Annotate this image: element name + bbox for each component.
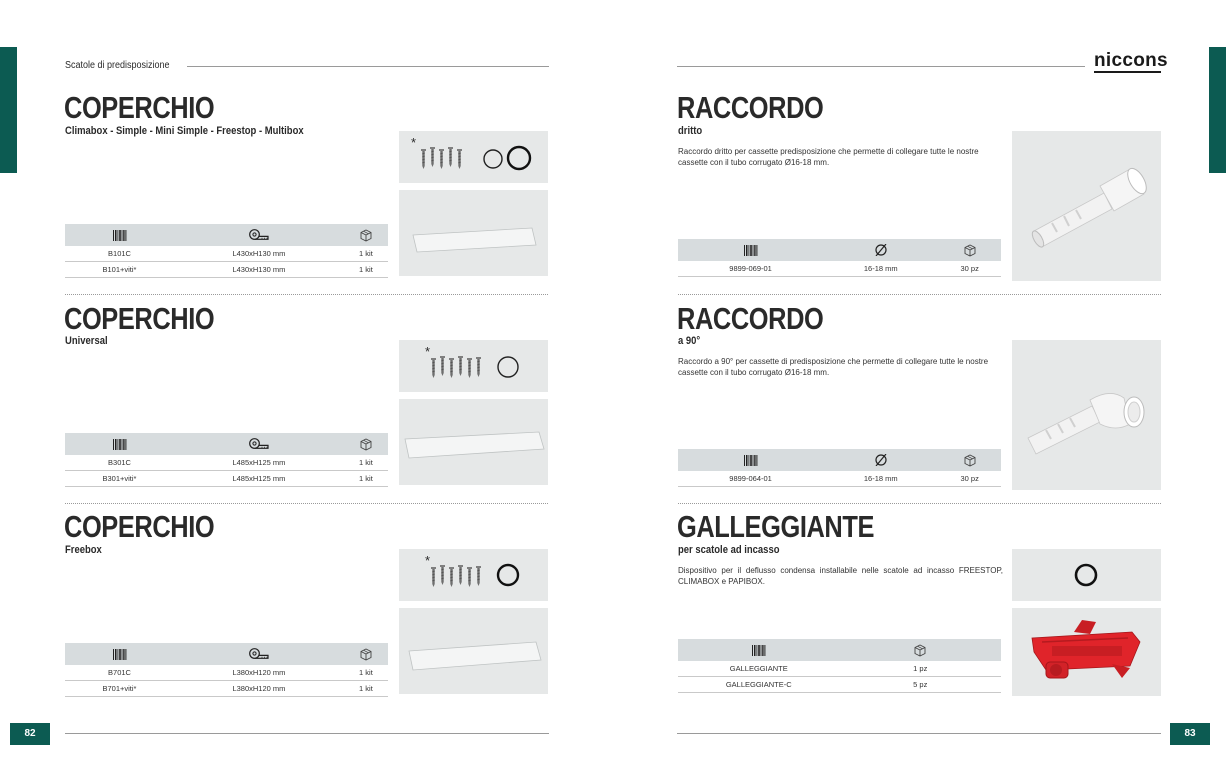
product-title: RACCORDO — [677, 301, 824, 336]
cover-plate-image — [399, 608, 548, 694]
barcode-icon — [113, 230, 127, 241]
screws-and-ring-icon — [429, 559, 539, 595]
cover-plate-icon — [399, 608, 548, 694]
logo-underline — [1094, 71, 1161, 73]
tape-measure-icon — [249, 648, 269, 660]
cell-code: B301C — [65, 455, 174, 471]
o-ring-image — [1012, 549, 1161, 601]
box-icon — [964, 244, 976, 257]
table-row — [678, 471, 1001, 487]
cell-pack: 5 pz — [840, 677, 1002, 693]
tape-measure-icon — [249, 229, 269, 241]
cell-pack: 1 kit — [344, 246, 388, 262]
cell-code: B701C — [65, 665, 174, 681]
product-subtitle: Universal — [65, 335, 108, 347]
product-title: COPERCHIO — [64, 301, 215, 336]
diameter-icon — [875, 454, 887, 466]
box-icon — [360, 438, 372, 451]
asterisk-note: * — [411, 135, 417, 150]
elbow-fitting-icon — [1012, 340, 1161, 490]
asterisk-note: * — [425, 553, 431, 568]
o-ring-icon — [1012, 549, 1161, 601]
barcode-icon — [113, 439, 127, 450]
cell-size: L430xH130 mm — [174, 262, 344, 278]
cover-plate-image — [399, 399, 548, 485]
spec-table — [678, 449, 1001, 487]
cell-size: L485xH125 mm — [174, 471, 344, 487]
divider — [678, 294, 1161, 295]
divider — [678, 503, 1161, 504]
float-device-image — [1012, 608, 1161, 696]
straight-fitting-image — [1012, 131, 1161, 281]
spec-table — [678, 639, 1001, 693]
product-description: Raccordo a 90° per cassette di predisposizione che permette di collegare tutte le nostre cassette con il tubo corrugato Ø16-18 mm. — [678, 357, 989, 377]
product-subtitle: per scatole ad incasso — [678, 544, 780, 556]
box-icon — [360, 648, 372, 661]
cell-pack: 30 pz — [938, 471, 1001, 487]
table-row — [678, 677, 1001, 693]
cell-pack: 1 kit — [344, 455, 388, 471]
screws-image — [399, 340, 548, 392]
divider — [65, 294, 548, 295]
barcode-icon — [113, 649, 127, 660]
table-row — [65, 246, 388, 262]
spec-table — [65, 643, 388, 697]
diameter-icon — [875, 244, 887, 256]
cell-size: L485xH125 mm — [174, 455, 344, 471]
cell-code: 9899-064-01 — [678, 471, 823, 487]
divider — [65, 503, 548, 504]
table-row — [65, 262, 388, 278]
elbow-fitting-image — [1012, 340, 1161, 490]
product-description: Raccordo dritto per cassette predisposizione che permette di collegare tutte le nostre cassette con il tubo corrugato Ø16-18 mm. — [678, 147, 979, 167]
product-subtitle: Freebox — [65, 544, 102, 556]
table-row — [678, 661, 1001, 677]
product-title: GALLEGGIANTE — [677, 509, 875, 544]
cell-code: B101C — [65, 246, 174, 262]
screws-image — [399, 131, 548, 183]
cover-plate-icon — [399, 399, 548, 485]
spec-table — [65, 433, 388, 487]
header-rule-left — [187, 66, 549, 67]
float-device-icon — [1012, 608, 1161, 696]
table-row — [65, 455, 388, 471]
cell-code: B701+viti* — [65, 681, 174, 697]
cell-code: B101+viti* — [65, 262, 174, 278]
box-icon — [360, 229, 372, 242]
spec-table — [65, 224, 388, 278]
section-title: Scatole di predisposizione — [65, 60, 170, 71]
cell-pack: 30 pz — [938, 261, 1001, 277]
product-subtitle: dritto — [678, 125, 703, 137]
right-edge-tab — [1209, 47, 1226, 173]
cover-plate-icon — [399, 190, 548, 276]
product-subtitle: a 90° — [678, 335, 701, 347]
cell-code: 9899-069-01 — [678, 261, 823, 277]
spec-table — [678, 239, 1001, 277]
cell-pack: 1 pz — [840, 661, 1002, 677]
screws-and-rings-icon — [417, 141, 542, 177]
product-description: Dispositivo per il deflusso condensa installabile nelle scatole ad incasso FREESTOP, CLIMABOX e PAPIBOX. — [678, 566, 1003, 586]
product-title: COPERCHIO — [64, 509, 215, 544]
cell-size: L380xH120 mm — [174, 681, 344, 697]
screws-image — [399, 549, 548, 601]
footer-rule-right — [677, 733, 1161, 734]
cell-size: 16-18 mm — [823, 261, 938, 277]
product-title: COPERCHIO — [64, 90, 215, 125]
cover-plate-image — [399, 190, 548, 276]
product-title: RACCORDO — [677, 90, 824, 125]
cell-pack: 1 kit — [344, 681, 388, 697]
page-number-right: 83 — [1170, 723, 1210, 745]
product-subtitle: Climabox - Simple - Mini Simple - Freestop - Multibox — [65, 125, 304, 137]
cell-size: 16-18 mm — [823, 471, 938, 487]
footer-rule-left — [65, 733, 549, 734]
table-row — [65, 471, 388, 487]
table-row — [678, 261, 1001, 277]
cell-pack: 1 kit — [344, 665, 388, 681]
cell-code: GALLEGGIANTE — [678, 661, 840, 677]
box-icon — [914, 644, 926, 657]
barcode-icon — [752, 645, 766, 656]
cell-size: L380xH120 mm — [174, 665, 344, 681]
asterisk-note: * — [425, 344, 431, 359]
header-rule-right — [677, 66, 1085, 67]
brand-logo: niccons — [1094, 50, 1168, 71]
cell-code: GALLEGGIANTE-C — [678, 677, 840, 693]
cell-pack: 1 kit — [344, 471, 388, 487]
cell-code: B301+viti* — [65, 471, 174, 487]
barcode-icon — [744, 455, 758, 466]
cell-size: L430xH130 mm — [174, 246, 344, 262]
table-row — [65, 665, 388, 681]
cell-pack: 1 kit — [344, 262, 388, 278]
tape-measure-icon — [249, 438, 269, 450]
screws-and-ring-icon — [429, 350, 539, 386]
box-icon — [964, 454, 976, 467]
left-edge-tab — [0, 47, 17, 173]
straight-fitting-icon — [1012, 131, 1161, 281]
table-row — [65, 681, 388, 697]
barcode-icon — [744, 245, 758, 256]
page-number-left: 82 — [10, 723, 50, 745]
